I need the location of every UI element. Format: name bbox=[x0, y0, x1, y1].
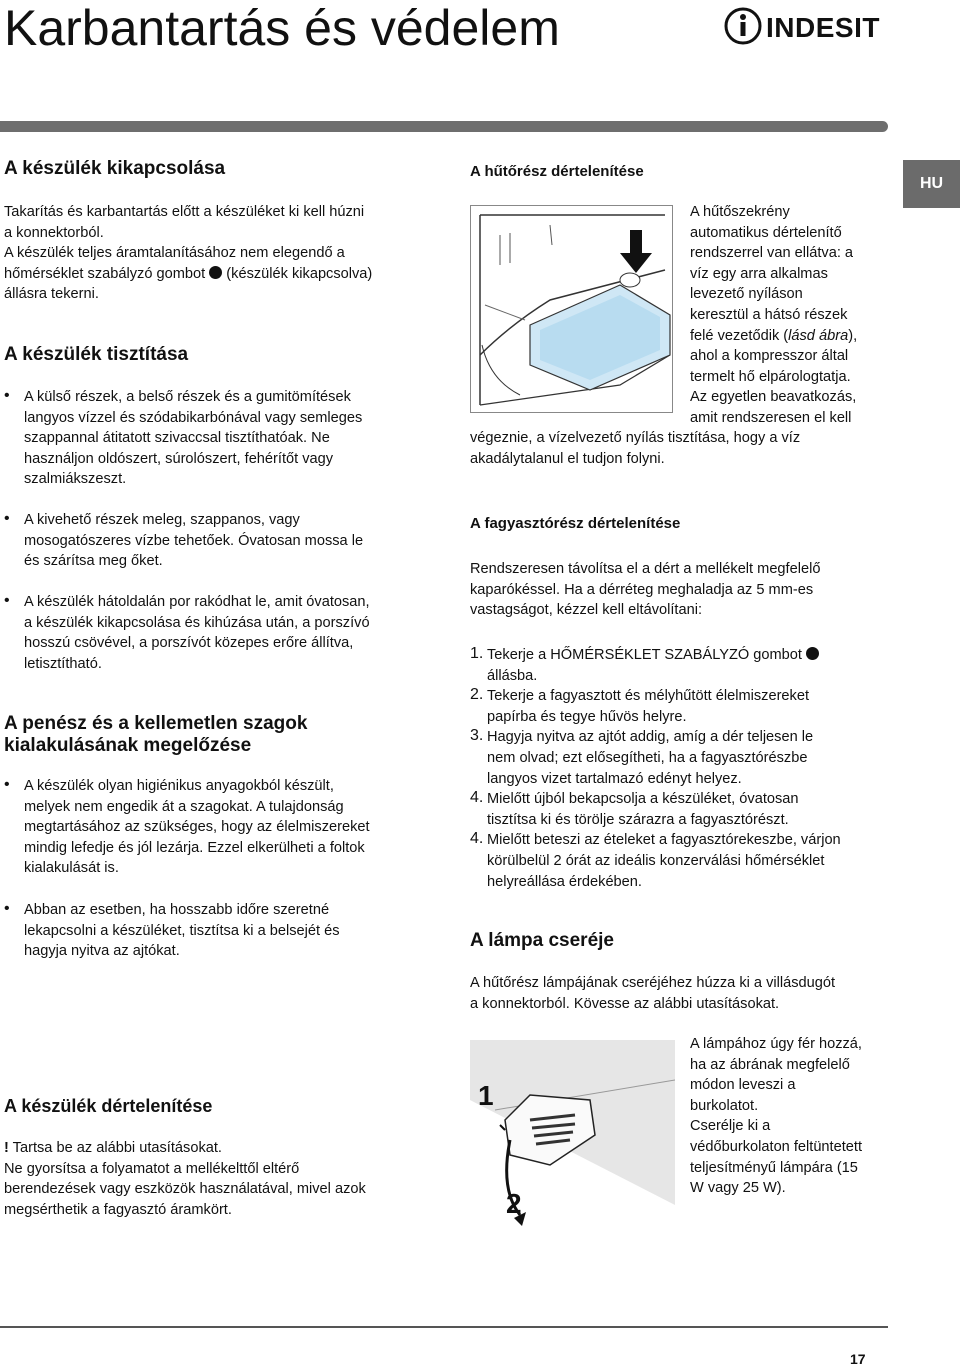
text-line: nem olvad; ezt elősegítheti, ha a fagyasztórészbe bbox=[487, 749, 808, 766]
text-line: állásba. bbox=[487, 667, 538, 684]
fridge-drain-figure bbox=[470, 205, 673, 413]
text-segment: Tekerje a HŐMÉRSÉKLET SZABÁLYZÓ gombot bbox=[487, 647, 802, 663]
brand-logo bbox=[722, 4, 890, 48]
text-line: szalmiákszeszt. bbox=[24, 471, 127, 488]
text-line bbox=[690, 326, 890, 347]
text-line: • A készülék olyan higiénikus anyagokból készült, bbox=[24, 778, 334, 794]
text-line: Cserélje ki a bbox=[690, 1118, 771, 1135]
cleaning-bullet-2 bbox=[4, 510, 444, 572]
text-line: mindig lefedje és jól lezárja. Ezzel elkerülheti a foltok bbox=[24, 839, 365, 856]
text-line: rendszerrel van ellátva: a bbox=[690, 245, 854, 262]
text-line: mosogatószeres vízbe tehetőek. Óvatosan mossa le bbox=[24, 532, 364, 549]
cleaning-bullet-3 bbox=[4, 592, 444, 674]
text-line: langyos vízzel és szódabikarbónával vagy semleges bbox=[24, 409, 363, 426]
text-line: szappannal átitatott szivaccsal tisztíthatóak. Ne bbox=[24, 430, 330, 447]
drain-hole-illustration bbox=[470, 205, 673, 413]
step-number: 2. bbox=[470, 686, 484, 704]
text-line: A lámpához úgy fér hozzá, bbox=[690, 1036, 862, 1052]
section-heading-fridge-defrost: A hűtőrész dértelenítése bbox=[470, 163, 644, 180]
text-segment: (készülék kikapcsolva) bbox=[226, 265, 373, 282]
text-line: vastagságot, kézzel kell eltávolítani: bbox=[470, 602, 703, 619]
text-segment: hőmérséklet szabályzó gombot bbox=[4, 265, 206, 282]
step-number: 1. bbox=[470, 645, 484, 662]
text-line: • A külső részek, a belső részek és a gumitömítések bbox=[24, 389, 351, 405]
text-line bbox=[487, 645, 900, 666]
text-line: papírba és tegye hűvös helyre. bbox=[487, 708, 687, 725]
list-item bbox=[470, 830, 900, 892]
warning-mark: ! bbox=[4, 1140, 9, 1156]
text-line: akadálytalanul el tudjon folyni. bbox=[470, 450, 665, 467]
text-line: Tekerje a fagyasztott és mélyhűtött élelmiszereket bbox=[487, 688, 810, 705]
text-line: helyreállása érdekében. bbox=[487, 873, 642, 890]
text-line bbox=[4, 1138, 444, 1159]
text-line: megtartásához az szükséges, hogy az élelmiszereket bbox=[24, 819, 370, 836]
section-heading-cleaning: A készülék tisztítása bbox=[4, 344, 189, 365]
footer-rule bbox=[0, 1326, 888, 1328]
text-line: végeznie, a vízelvezető nyílás tisztítása, hogy a víz bbox=[470, 430, 801, 446]
defrost-text bbox=[4, 1138, 444, 1220]
text-line: ha az ábrának megfelelő bbox=[690, 1056, 850, 1073]
text-line: ahol a kompresszor által bbox=[690, 348, 849, 365]
text-line: a konnektorból. bbox=[4, 224, 104, 241]
text-line: teljesítményű lámpára (15 bbox=[690, 1159, 858, 1176]
list-item bbox=[470, 789, 900, 830]
mold-bullet-2 bbox=[4, 900, 444, 962]
text-line: burkolatot. bbox=[690, 1097, 759, 1114]
text-line: amit rendszeresen el kell bbox=[690, 409, 852, 426]
step-number: 4. bbox=[470, 830, 484, 848]
fridge-defrost-full-text bbox=[470, 428, 900, 469]
freezer-defrost-steps bbox=[470, 645, 900, 892]
text-segment-italic: lásd ábra bbox=[788, 327, 849, 344]
text-line: a konnektorból. Kövesse az alábbi utasításokat. bbox=[470, 995, 780, 1012]
list-item bbox=[470, 727, 900, 789]
text-line: Rendszeresen távolítsa el a dért a mellékelt megfelelő bbox=[470, 561, 821, 577]
text-line: hosszú csövével, a porszívót közepes erőre állítva, bbox=[24, 635, 354, 652]
text-line: tisztítsa ki és törölje szárazra a fagyasztórészt. bbox=[487, 811, 789, 828]
text-line: • A készülék hátoldalán por rakódhat le, amit óvatosan, bbox=[24, 594, 370, 610]
text-line: Az egyetlen beavatkozás, bbox=[690, 389, 857, 406]
text-segment: Tartsa be az alábbi utasításokat. bbox=[12, 1140, 222, 1156]
figure-callout-2: 2 bbox=[506, 1188, 522, 1219]
text-line: védőburkolaton feltüntetett bbox=[690, 1138, 863, 1155]
section-heading-lamp: A lámpa cseréje bbox=[470, 930, 614, 951]
list-item bbox=[470, 645, 900, 686]
text-line: megsérthetik a fagyasztó áramkört. bbox=[4, 1201, 232, 1218]
text-line: a készülék kikapcsolása és kihúzása után, a porszívó bbox=[24, 614, 370, 631]
text-line: kialakulását is. bbox=[24, 860, 119, 877]
text-line: keresztül a hátsó részek bbox=[690, 306, 848, 323]
mold-bullet-1 bbox=[4, 776, 444, 879]
switch-off-text bbox=[4, 202, 444, 305]
text-line: és szárítsa meg őket. bbox=[24, 553, 163, 570]
step-number: 4. bbox=[470, 789, 484, 807]
cleaning-bullet-1 bbox=[4, 387, 444, 490]
text-line: levezető nyíláson bbox=[690, 286, 803, 303]
text-segment: felé vezetődik ( bbox=[690, 327, 789, 344]
text-line: • A kivehető részek meleg, szappanos, vagy bbox=[24, 512, 300, 528]
text-line: berendezések vagy eszközök használatával, mivel azok bbox=[4, 1181, 366, 1198]
text-line: letisztítható. bbox=[24, 655, 102, 672]
text-line: automatikus dértelenítő bbox=[690, 224, 842, 241]
filled-circle-icon bbox=[806, 647, 819, 660]
filled-circle-icon bbox=[209, 266, 222, 279]
figure-callout-1: 1 bbox=[478, 1080, 494, 1111]
freezer-defrost-intro bbox=[470, 559, 900, 621]
text-line: A hűtőrész lámpájának cseréjéhez húzza ki a villásdugót bbox=[470, 975, 836, 991]
section-heading-freezer-defrost: A fagyasztórész dértelenítése bbox=[470, 515, 681, 532]
header-rule bbox=[0, 121, 888, 132]
heading-line: kialakulásának megelőzése bbox=[4, 735, 252, 756]
text-line: használjon oldószert, súrolószert, fehérítőt vagy bbox=[24, 450, 334, 467]
text-line: körülbelül 2 órát az ideális konzerválási hőmérséklet bbox=[487, 852, 825, 869]
section-heading-mold bbox=[4, 713, 307, 757]
text-line: W vagy 25 W). bbox=[690, 1180, 786, 1197]
indesit-logo-icon bbox=[722, 4, 890, 48]
text-line: Ne gyorsítsa a folyamatot a mellékelttől eltérő bbox=[4, 1160, 300, 1177]
text-line bbox=[4, 264, 444, 285]
language-tab: HU bbox=[903, 160, 960, 208]
text-line: • Abban az esetben, ha hosszabb időre szeretné bbox=[24, 902, 330, 918]
text-line: Takarítás és karbantartás előtt a készüléket ki kell húzni bbox=[4, 204, 365, 220]
lamp-cover-illustration bbox=[470, 1040, 675, 1240]
section-heading-defrost: A készülék dértelenítése bbox=[4, 1096, 213, 1116]
section-heading-switch-off: A készülék kikapcsolása bbox=[4, 158, 226, 179]
fridge-defrost-side-text bbox=[690, 202, 890, 429]
text-line: módon leveszi a bbox=[690, 1077, 796, 1094]
page-number: 17 bbox=[850, 1351, 866, 1367]
text-line: A hűtőszekrény bbox=[690, 204, 790, 220]
text-line: állásra tekerni. bbox=[4, 286, 99, 303]
text-line: A készülék teljes áramtalanításához nem elegendő a bbox=[4, 245, 345, 262]
lamp-side-text bbox=[690, 1034, 895, 1199]
list-item bbox=[470, 686, 900, 727]
heading-line: A penész és a kellemetlen szagok bbox=[4, 713, 308, 734]
brand-wordmark: INDESIT bbox=[766, 12, 880, 43]
page-title: Karbantartás és védelem bbox=[4, 0, 560, 56]
lamp-figure bbox=[470, 1040, 675, 1240]
text-line: lekapcsolni a készüléket, tisztítsa ki a belsejét és bbox=[24, 922, 340, 939]
text-line: Mielőtt újból bekapcsolja a készüléket, óvatosan bbox=[487, 791, 799, 808]
text-line: Mielőtt beteszi az ételeket a fagyasztórekeszbe, várjon bbox=[487, 832, 841, 849]
text-line: Hagyja nyitva az ajtót addig, amíg a dér teljesen le bbox=[487, 729, 814, 746]
lamp-intro bbox=[470, 973, 900, 1014]
text-line: víz egy arra alkalmas bbox=[690, 265, 828, 282]
text-segment: ), bbox=[848, 327, 858, 344]
step-number: 3. bbox=[470, 727, 484, 745]
text-line: termelt hő elpárologtatja. bbox=[690, 368, 851, 385]
text-line: melyek nem engedik át a szagokat. A tulajdonság bbox=[24, 798, 344, 815]
text-line: hagyja nyitva az ajtókat. bbox=[24, 943, 180, 960]
text-line: langyos vizet tartalmazó edényt helyez. bbox=[487, 770, 742, 787]
text-line: kaparókéssel. Ha a dérréteg meghaladja az 5 mm-es bbox=[470, 581, 814, 598]
